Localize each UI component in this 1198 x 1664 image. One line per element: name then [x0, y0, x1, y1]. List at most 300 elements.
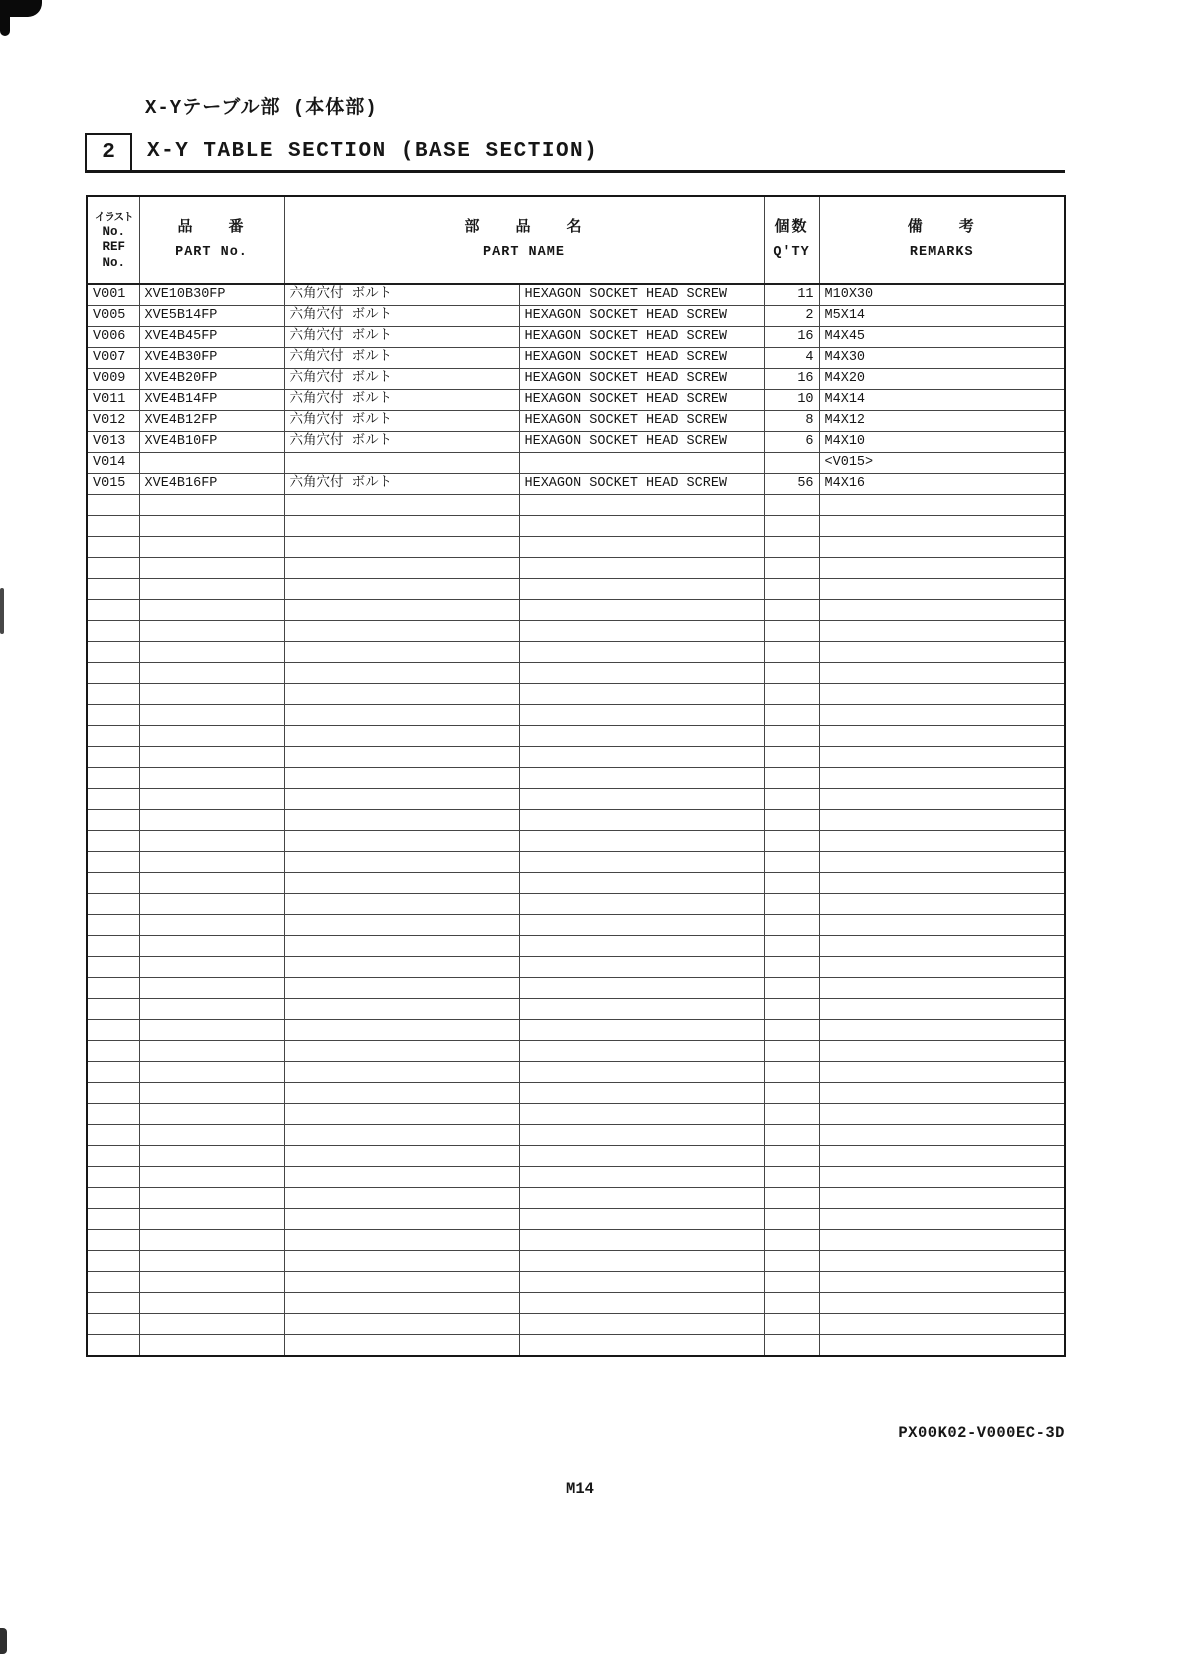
qty-cell: [764, 1272, 819, 1293]
part-no-cell: XVE4B12FP: [139, 411, 284, 432]
qty-cell: [764, 978, 819, 999]
part-name-en-cell: [519, 873, 764, 894]
part-no-cell: XVE4B14FP: [139, 390, 284, 411]
part-no-cell: [139, 1146, 284, 1167]
ref-cell: [87, 1188, 139, 1209]
page-number: M14: [566, 1480, 594, 1498]
ref-cell: [87, 1272, 139, 1293]
ref-cell: [87, 1020, 139, 1041]
part-name-ja-cell: [284, 726, 519, 747]
qty-cell: [764, 1188, 819, 1209]
part-name-en-cell: HEXAGON SOCKET HEAD SCREW: [519, 348, 764, 369]
empty-table-row: [87, 747, 1065, 768]
remarks-cell: [819, 1020, 1065, 1041]
ref-cell: V013: [87, 432, 139, 453]
qty-cell: [764, 516, 819, 537]
ref-cell: [87, 936, 139, 957]
remarks-cell: M4X20: [819, 369, 1065, 390]
part-name-ja-cell: [284, 537, 519, 558]
part-name-ja-cell: 六角穴付 ボルト: [284, 411, 519, 432]
qty-cell: [764, 1167, 819, 1188]
header-ref-line2: No.: [102, 224, 125, 239]
header-ref-line4: No.: [102, 255, 125, 270]
part-name-ja-cell: [284, 1041, 519, 1062]
header-part-no-en: PART No.: [175, 245, 248, 261]
table-row: [87, 348, 1065, 369]
remarks-cell: [819, 495, 1065, 516]
part-name-en-cell: HEXAGON SOCKET HEAD SCREW: [519, 284, 764, 306]
scan-artifact-top-left-edge: [0, 0, 10, 36]
qty-cell: [764, 1209, 819, 1230]
part-name-ja-cell: [284, 600, 519, 621]
ref-cell: [87, 831, 139, 852]
part-name-ja-cell: [284, 957, 519, 978]
part-name-en-cell: [519, 453, 764, 474]
remarks-cell: [819, 684, 1065, 705]
part-name-en-cell: [519, 705, 764, 726]
qty-cell: [764, 684, 819, 705]
empty-table-row: [87, 1146, 1065, 1167]
part-name-en-cell: [519, 642, 764, 663]
ref-cell: [87, 600, 139, 621]
qty-cell: [764, 453, 819, 474]
header-part-name-en: PART NAME: [483, 245, 565, 261]
ref-cell: [87, 1251, 139, 1272]
part-no-cell: [139, 684, 284, 705]
part-name-ja-cell: [284, 1146, 519, 1167]
parts-table: [86, 195, 1066, 1357]
qty-cell: [764, 1041, 819, 1062]
remarks-cell: [819, 1293, 1065, 1314]
part-no-cell: [139, 558, 284, 579]
part-no-cell: [139, 1125, 284, 1146]
part-name-ja-cell: 六角穴付 ボルト: [284, 369, 519, 390]
empty-table-row: [87, 999, 1065, 1020]
remarks-cell: [819, 789, 1065, 810]
ref-cell: [87, 915, 139, 936]
remarks-cell: [819, 621, 1065, 642]
empty-table-row: [87, 621, 1065, 642]
part-no-cell: [139, 1083, 284, 1104]
empty-table-row: [87, 537, 1065, 558]
part-name-en-cell: [519, 558, 764, 579]
ref-cell: [87, 747, 139, 768]
ref-cell: [87, 789, 139, 810]
qty-cell: [764, 999, 819, 1020]
ref-cell: [87, 705, 139, 726]
part-name-ja-cell: [284, 1293, 519, 1314]
empty-table-row: [87, 579, 1065, 600]
part-name-en-cell: [519, 789, 764, 810]
header-remarks: [819, 196, 1065, 284]
header-part-name-ja: 部 品 名: [464, 218, 584, 236]
qty-cell: 16: [764, 369, 819, 390]
qty-cell: [764, 1230, 819, 1251]
remarks-cell: [819, 831, 1065, 852]
section-number: 2: [102, 141, 115, 164]
document-code: PX00K02-V000EC-3D: [898, 1424, 1065, 1442]
qty-cell: 2: [764, 306, 819, 327]
part-name-ja-cell: [284, 1335, 519, 1356]
scan-artifact-bottom-left: [0, 1628, 7, 1654]
qty-cell: 4: [764, 348, 819, 369]
empty-table-row: [87, 873, 1065, 894]
part-name-en-cell: [519, 1146, 764, 1167]
part-no-cell: XVE10B30FP: [139, 284, 284, 306]
part-name-ja-cell: [284, 1314, 519, 1335]
empty-table-row: [87, 894, 1065, 915]
part-no-cell: [139, 495, 284, 516]
empty-table-row: [87, 1104, 1065, 1125]
ref-cell: [87, 1335, 139, 1356]
empty-table-row: [87, 1188, 1065, 1209]
qty-cell: [764, 1251, 819, 1272]
remarks-cell: M4X30: [819, 348, 1065, 369]
part-name-ja-cell: [284, 1272, 519, 1293]
part-no-cell: [139, 621, 284, 642]
table-row: [87, 284, 1065, 306]
remarks-cell: [819, 915, 1065, 936]
remarks-cell: M5X14: [819, 306, 1065, 327]
empty-table-row: [87, 978, 1065, 999]
header-remarks-ja: 備 考: [907, 218, 976, 236]
part-name-ja-cell: [284, 642, 519, 663]
ref-cell: [87, 516, 139, 537]
part-name-en-cell: [519, 1125, 764, 1146]
remarks-cell: [819, 894, 1065, 915]
ref-cell: V005: [87, 306, 139, 327]
part-no-cell: [139, 1209, 284, 1230]
part-name-ja-cell: [284, 789, 519, 810]
section-header: [85, 133, 1065, 173]
part-name-ja-cell: [284, 873, 519, 894]
part-no-cell: [139, 1293, 284, 1314]
part-name-en-cell: [519, 894, 764, 915]
header-ref-line1: イラスト: [94, 211, 133, 224]
remarks-cell: [819, 663, 1065, 684]
ref-cell: [87, 537, 139, 558]
qty-cell: [764, 873, 819, 894]
ref-cell: [87, 1314, 139, 1335]
part-name-en-cell: [519, 978, 764, 999]
part-name-en-cell: HEXAGON SOCKET HEAD SCREW: [519, 390, 764, 411]
part-name-ja-cell: [284, 1125, 519, 1146]
empty-table-row: [87, 915, 1065, 936]
qty-cell: [764, 1314, 819, 1335]
qty-cell: [764, 1020, 819, 1041]
part-name-en-cell: HEXAGON SOCKET HEAD SCREW: [519, 327, 764, 348]
part-name-en-cell: [519, 1020, 764, 1041]
remarks-cell: [819, 705, 1065, 726]
part-no-cell: [139, 936, 284, 957]
ref-cell: [87, 1041, 139, 1062]
qty-cell: [764, 1293, 819, 1314]
remarks-cell: [819, 1041, 1065, 1062]
part-name-ja-cell: [284, 894, 519, 915]
empty-table-row: [87, 1209, 1065, 1230]
table-row: [87, 474, 1065, 495]
qty-cell: [764, 726, 819, 747]
header-part-no: [139, 196, 284, 284]
part-name-en-cell: [519, 810, 764, 831]
part-no-cell: [139, 1251, 284, 1272]
part-name-en-cell: [519, 1314, 764, 1335]
ref-cell: [87, 999, 139, 1020]
ref-cell: [87, 852, 139, 873]
remarks-cell: [819, 1125, 1065, 1146]
remarks-cell: [819, 726, 1065, 747]
part-name-ja-cell: [284, 768, 519, 789]
part-name-en-cell: HEXAGON SOCKET HEAD SCREW: [519, 306, 764, 327]
remarks-cell: M4X14: [819, 390, 1065, 411]
part-no-cell: [139, 705, 284, 726]
remarks-cell: [819, 579, 1065, 600]
part-name-ja-cell: [284, 936, 519, 957]
remarks-cell: [819, 516, 1065, 537]
part-name-ja-cell: [284, 852, 519, 873]
part-name-ja-cell: [284, 1104, 519, 1125]
qty-cell: [764, 747, 819, 768]
table-row: [87, 432, 1065, 453]
remarks-cell: M4X45: [819, 327, 1065, 348]
part-name-ja-cell: [284, 684, 519, 705]
part-name-ja-cell: [284, 1251, 519, 1272]
qty-cell: [764, 1083, 819, 1104]
qty-cell: [764, 537, 819, 558]
part-no-cell: [139, 873, 284, 894]
header-part-name: [284, 196, 764, 284]
remarks-cell: M4X12: [819, 411, 1065, 432]
ref-cell: [87, 621, 139, 642]
ref-cell: V009: [87, 369, 139, 390]
part-name-ja-cell: [284, 1083, 519, 1104]
header-qty-ja: 個数: [774, 218, 809, 236]
empty-table-row: [87, 1125, 1065, 1146]
part-no-cell: [139, 789, 284, 810]
part-name-en-cell: [519, 663, 764, 684]
empty-table-row: [87, 1335, 1065, 1356]
table-row: [87, 369, 1065, 390]
remarks-cell: [819, 1251, 1065, 1272]
empty-table-row: [87, 831, 1065, 852]
part-name-en-cell: HEXAGON SOCKET HEAD SCREW: [519, 411, 764, 432]
part-no-cell: [139, 1272, 284, 1293]
table-row: [87, 327, 1065, 348]
ref-cell: [87, 684, 139, 705]
qty-cell: [764, 495, 819, 516]
parts-table-body: [87, 284, 1065, 1356]
empty-table-row: [87, 936, 1065, 957]
part-no-cell: [139, 957, 284, 978]
ref-cell: [87, 1062, 139, 1083]
empty-table-row: [87, 495, 1065, 516]
part-name-en-cell: [519, 1083, 764, 1104]
part-no-cell: [139, 1167, 284, 1188]
qty-cell: [764, 852, 819, 873]
qty-cell: 11: [764, 284, 819, 306]
part-no-cell: [139, 1020, 284, 1041]
ref-cell: [87, 957, 139, 978]
empty-table-row: [87, 789, 1065, 810]
part-no-cell: [139, 768, 284, 789]
qty-cell: [764, 663, 819, 684]
part-name-ja-cell: [284, 495, 519, 516]
empty-table-row: [87, 1041, 1065, 1062]
qty-cell: [764, 789, 819, 810]
part-name-en-cell: HEXAGON SOCKET HEAD SCREW: [519, 369, 764, 390]
part-name-ja-cell: [284, 1062, 519, 1083]
empty-table-row: [87, 663, 1065, 684]
remarks-cell: [819, 978, 1065, 999]
part-name-en-cell: [519, 1272, 764, 1293]
ref-cell: [87, 726, 139, 747]
part-name-ja-cell: [284, 558, 519, 579]
empty-table-row: [87, 957, 1065, 978]
remarks-cell: M4X16: [819, 474, 1065, 495]
empty-table-row: [87, 1020, 1065, 1041]
part-no-cell: [139, 537, 284, 558]
part-no-cell: [139, 915, 284, 936]
part-name-en-cell: [519, 684, 764, 705]
part-name-en-cell: [519, 915, 764, 936]
remarks-cell: M10X30: [819, 284, 1065, 306]
part-name-en-cell: [519, 600, 764, 621]
header-part-no-ja: 品 番: [177, 218, 246, 236]
part-name-en-cell: [519, 726, 764, 747]
part-no-cell: [139, 1062, 284, 1083]
qty-cell: 6: [764, 432, 819, 453]
remarks-cell: [819, 957, 1065, 978]
part-no-cell: [139, 1188, 284, 1209]
remarks-cell: [819, 768, 1065, 789]
part-no-cell: [139, 726, 284, 747]
qty-cell: [764, 1125, 819, 1146]
part-name-ja-cell: [284, 516, 519, 537]
qty-cell: [764, 1335, 819, 1356]
remarks-cell: [819, 1188, 1065, 1209]
part-name-en-cell: [519, 1041, 764, 1062]
part-name-ja-cell: [284, 1209, 519, 1230]
table-row: [87, 411, 1065, 432]
empty-table-row: [87, 516, 1065, 537]
remarks-cell: [819, 1083, 1065, 1104]
ref-cell: [87, 1230, 139, 1251]
header-ref-line3: REF: [102, 240, 125, 255]
part-name-ja-cell: [284, 999, 519, 1020]
part-name-ja-cell: 六角穴付 ボルト: [284, 432, 519, 453]
qty-cell: 10: [764, 390, 819, 411]
empty-table-row: [87, 705, 1065, 726]
empty-table-row: [87, 1314, 1065, 1335]
empty-table-row: [87, 558, 1065, 579]
empty-table-row: [87, 1062, 1065, 1083]
empty-table-row: [87, 852, 1065, 873]
part-no-cell: [139, 453, 284, 474]
part-name-en-cell: [519, 831, 764, 852]
part-name-en-cell: [519, 1104, 764, 1125]
empty-table-row: [87, 1083, 1065, 1104]
remarks-cell: [819, 852, 1065, 873]
qty-cell: [764, 1062, 819, 1083]
part-name-en-cell: [519, 495, 764, 516]
empty-table-row: [87, 726, 1065, 747]
part-name-en-cell: [519, 1335, 764, 1356]
remarks-cell: [819, 999, 1065, 1020]
part-name-ja-cell: [284, 705, 519, 726]
header-remarks-en: REMARKS: [909, 245, 974, 261]
section-number-box: [85, 133, 132, 170]
part-name-ja-cell: [284, 747, 519, 768]
remarks-cell: [819, 537, 1065, 558]
part-no-cell: [139, 642, 284, 663]
qty-cell: [764, 915, 819, 936]
empty-table-row: [87, 642, 1065, 663]
header-row: [87, 196, 1065, 284]
remarks-cell: [819, 936, 1065, 957]
part-name-ja-cell: [284, 1167, 519, 1188]
empty-table-row: [87, 1272, 1065, 1293]
part-no-cell: [139, 1041, 284, 1062]
part-no-cell: XVE4B16FP: [139, 474, 284, 495]
part-no-cell: [139, 831, 284, 852]
remarks-cell: [819, 600, 1065, 621]
section-title: X-Y TABLE SECTION (BASE SECTION): [147, 140, 599, 163]
remarks-cell: [819, 1167, 1065, 1188]
part-no-cell: [139, 1335, 284, 1356]
qty-cell: [764, 810, 819, 831]
empty-table-row: [87, 768, 1065, 789]
qty-cell: 56: [764, 474, 819, 495]
ref-cell: [87, 1209, 139, 1230]
empty-table-row: [87, 1230, 1065, 1251]
qty-cell: [764, 705, 819, 726]
ref-cell: V012: [87, 411, 139, 432]
ref-cell: V015: [87, 474, 139, 495]
part-no-cell: XVE4B20FP: [139, 369, 284, 390]
ref-cell: [87, 579, 139, 600]
part-no-cell: [139, 894, 284, 915]
part-no-cell: [139, 1314, 284, 1335]
remarks-cell: [819, 1062, 1065, 1083]
qty-cell: [764, 936, 819, 957]
ref-cell: [87, 1104, 139, 1125]
qty-cell: [764, 642, 819, 663]
qty-cell: [764, 894, 819, 915]
part-name-ja-cell: [284, 810, 519, 831]
ref-cell: V006: [87, 327, 139, 348]
parts-table-head: [87, 196, 1065, 284]
empty-table-row: [87, 810, 1065, 831]
part-no-cell: [139, 1104, 284, 1125]
ref-cell: [87, 1125, 139, 1146]
part-no-cell: XVE4B10FP: [139, 432, 284, 453]
empty-table-row: [87, 1293, 1065, 1314]
part-name-ja-cell: 六角穴付 ボルト: [284, 306, 519, 327]
remarks-cell: [819, 642, 1065, 663]
part-name-en-cell: [519, 747, 764, 768]
part-no-cell: [139, 516, 284, 537]
part-name-en-cell: [519, 1293, 764, 1314]
header-qty: [764, 196, 819, 284]
part-no-cell: [139, 600, 284, 621]
ref-cell: [87, 810, 139, 831]
part-name-en-cell: [519, 621, 764, 642]
ref-cell: [87, 1167, 139, 1188]
part-name-en-cell: [519, 768, 764, 789]
qty-cell: [764, 1146, 819, 1167]
part-name-en-cell: [519, 1188, 764, 1209]
qty-cell: [764, 558, 819, 579]
